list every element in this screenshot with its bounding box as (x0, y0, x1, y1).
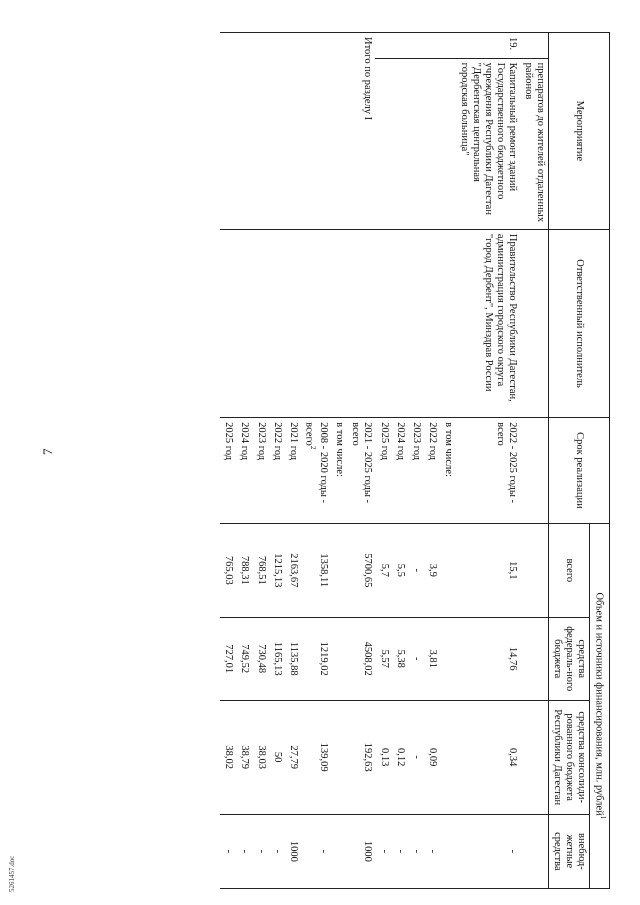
table-cell (285, 33, 301, 230)
table-cell (392, 33, 408, 59)
total-value: 768,51 (253, 523, 269, 617)
continuation-row (520, 33, 549, 889)
extrabudget-value (331, 814, 347, 888)
consolidated-value: 38,03 (253, 700, 269, 814)
footnote-mark: 2 (309, 445, 318, 450)
extrabudget-value: - (376, 814, 392, 888)
table-cell (347, 229, 375, 417)
extrabudget-value: - (456, 814, 520, 888)
table-row (456, 33, 520, 889)
federal-value: 1165,13 (269, 617, 285, 700)
term-cell: 2022 - 2025 годы - всего (456, 418, 520, 524)
table-cell (376, 33, 392, 59)
federal-value: - (408, 617, 424, 700)
federal-value: 727,01 (220, 617, 236, 700)
table-cell (236, 229, 252, 417)
table-cell (440, 229, 456, 417)
table-cell (424, 33, 440, 59)
header-federal: средства федераль-ного бюджета (549, 617, 590, 700)
table-cell (440, 33, 456, 59)
table-cell (331, 229, 347, 417)
table-row (376, 33, 392, 889)
consolidated-value: 0,12 (392, 700, 408, 814)
consolidated-value (331, 700, 347, 814)
table-cell (220, 33, 236, 230)
continuation-text: препаратов до жителей отдаленных районов (520, 58, 549, 229)
total-value (331, 523, 347, 617)
extrabudget-value: - (301, 814, 332, 888)
item-measure: Капитальный ремонт зданий Государственного бюджетного учреждения Республики Дагестан "Дербентская центральная городская больница" (456, 58, 520, 229)
consolidated-value: - (408, 700, 424, 814)
total-value (440, 523, 456, 617)
table-cell (408, 58, 424, 229)
federal-value: 5,57 (376, 617, 392, 700)
item-index: 19. (456, 33, 520, 59)
extrabudget-value: - (220, 814, 236, 888)
total-value: 2163,67 (285, 523, 301, 617)
page-number: 7 (40, 448, 55, 455)
consolidated-value: 27,79 (285, 700, 301, 814)
term-cell: 2023 год (408, 418, 424, 524)
table-cell (520, 523, 549, 617)
table-cell (285, 229, 301, 417)
table-cell (520, 617, 549, 700)
extrabudget-value (440, 814, 456, 888)
consolidated-value: 192,63 (347, 700, 375, 814)
term-cell: 2008 - 2020 годы - всего$^2$ (301, 418, 332, 524)
federal-value: 4508,02 (347, 617, 375, 700)
table-cell (408, 33, 424, 59)
term-cell: 2025 год (220, 418, 236, 524)
federal-value (331, 617, 347, 700)
table-cell (424, 229, 440, 417)
table-cell (331, 33, 347, 230)
total-value: 5,5 (392, 523, 408, 617)
header-funding-footnote: 1 (599, 815, 607, 820)
table-cell (408, 229, 424, 417)
table-row (408, 33, 424, 889)
federal-value: 1219,02 (301, 617, 332, 700)
consolidated-value (440, 700, 456, 814)
table-cell (269, 33, 285, 230)
extrabudget-value: - (392, 814, 408, 888)
term-cell: 2022 год (424, 418, 440, 524)
federal-value: 5,38 (392, 617, 408, 700)
table-cell (392, 229, 408, 417)
header-executor: Ответственный исполнитель (549, 229, 610, 417)
extrabudget-value: - (269, 814, 285, 888)
total-value: - (408, 523, 424, 617)
table-cell (301, 229, 332, 417)
table-cell (520, 229, 549, 417)
section-total-label: Итого по разделу I (347, 33, 375, 230)
item-executor: Правительство Республики Дагестан, администрация городского округа "город Дербент", Минздрав России (456, 229, 520, 417)
extrabudget-value: - (408, 814, 424, 888)
table-cell (376, 229, 392, 417)
total-value: 5700,65 (347, 523, 375, 617)
consolidated-value: 0,09 (424, 700, 440, 814)
table-cell (236, 33, 252, 230)
header-measure: Мероприятие (549, 33, 610, 230)
total-value: 5,7 (376, 523, 392, 617)
federal-value: 3,81 (424, 617, 440, 700)
extrabudget-value: - (236, 814, 252, 888)
extrabudget-value: - (253, 814, 269, 888)
header-funding-group-text: Объем и источники финансирования, млн. рублей (593, 592, 605, 816)
federal-value (440, 617, 456, 700)
table-cell (424, 58, 440, 229)
federal-value: 730,48 (253, 617, 269, 700)
total-value: 765,03 (220, 523, 236, 617)
total-value: 788,31 (236, 523, 252, 617)
extrabudget-value: - (424, 814, 440, 888)
term-cell: 2023 год (253, 418, 269, 524)
table-cell (220, 229, 236, 417)
table-row (440, 33, 456, 889)
header-term: Срок реализации (549, 418, 610, 524)
table-cell (253, 229, 269, 417)
table-cell (392, 58, 408, 229)
table-row (301, 33, 332, 889)
total-value: 1358,11 (301, 523, 332, 617)
total-value: 3,9 (424, 523, 440, 617)
term-cell: в том числе: (331, 418, 347, 524)
table-cell (520, 700, 549, 814)
table-row (236, 33, 252, 889)
header-consolidated: средства консолиди-рованного бюджета Республики Дагестан (549, 700, 590, 814)
consolidated-value: 38,02 (220, 700, 236, 814)
table-row (269, 33, 285, 889)
table-cell (376, 58, 392, 229)
table-cell (520, 814, 549, 888)
consolidated-value: 139,09 (301, 700, 332, 814)
total-value: 1215,13 (269, 523, 285, 617)
table-row (220, 33, 236, 889)
table-cell (253, 33, 269, 230)
federal-value: 1135,88 (285, 617, 301, 700)
term-cell: 2025 год (376, 418, 392, 524)
term-cell: 2021 - 2025 годы - всего (347, 418, 375, 524)
table-cell (440, 58, 456, 229)
table-row (347, 33, 375, 889)
term-cell: 2022 год (269, 418, 285, 524)
term-cell: 2021 год (285, 418, 301, 524)
federal-value: 749,52 (236, 617, 252, 700)
term-cell: 2024 год (236, 418, 252, 524)
document-reference: 5261457.doc (8, 855, 16, 892)
table-row (331, 33, 347, 889)
extrabudget-value: 1000 (285, 814, 301, 888)
funding-table (220, 32, 610, 889)
term-cell: 2024 год (392, 418, 408, 524)
total-value: 15,1 (456, 523, 520, 617)
extrabudget-value: 1000 (347, 814, 375, 888)
header-total: всего (549, 523, 590, 617)
header-funding-group (590, 523, 610, 888)
table-row (392, 33, 408, 889)
consolidated-value: 0,13 (376, 700, 392, 814)
table-row (424, 33, 440, 889)
consolidated-value: 50 (269, 700, 285, 814)
table-cell (301, 33, 332, 230)
table-row (285, 33, 301, 889)
table-cell (269, 229, 285, 417)
table-cell (520, 33, 549, 59)
table-row (253, 33, 269, 889)
table-cell (520, 418, 549, 524)
consolidated-value: 0,34 (456, 700, 520, 814)
federal-value: 14,76 (456, 617, 520, 700)
consolidated-value: 38,79 (236, 700, 252, 814)
term-cell: в том числе: (440, 418, 456, 524)
header-extrabudget: внебюд-жетные средства (549, 814, 590, 888)
header-row-1 (590, 33, 610, 889)
